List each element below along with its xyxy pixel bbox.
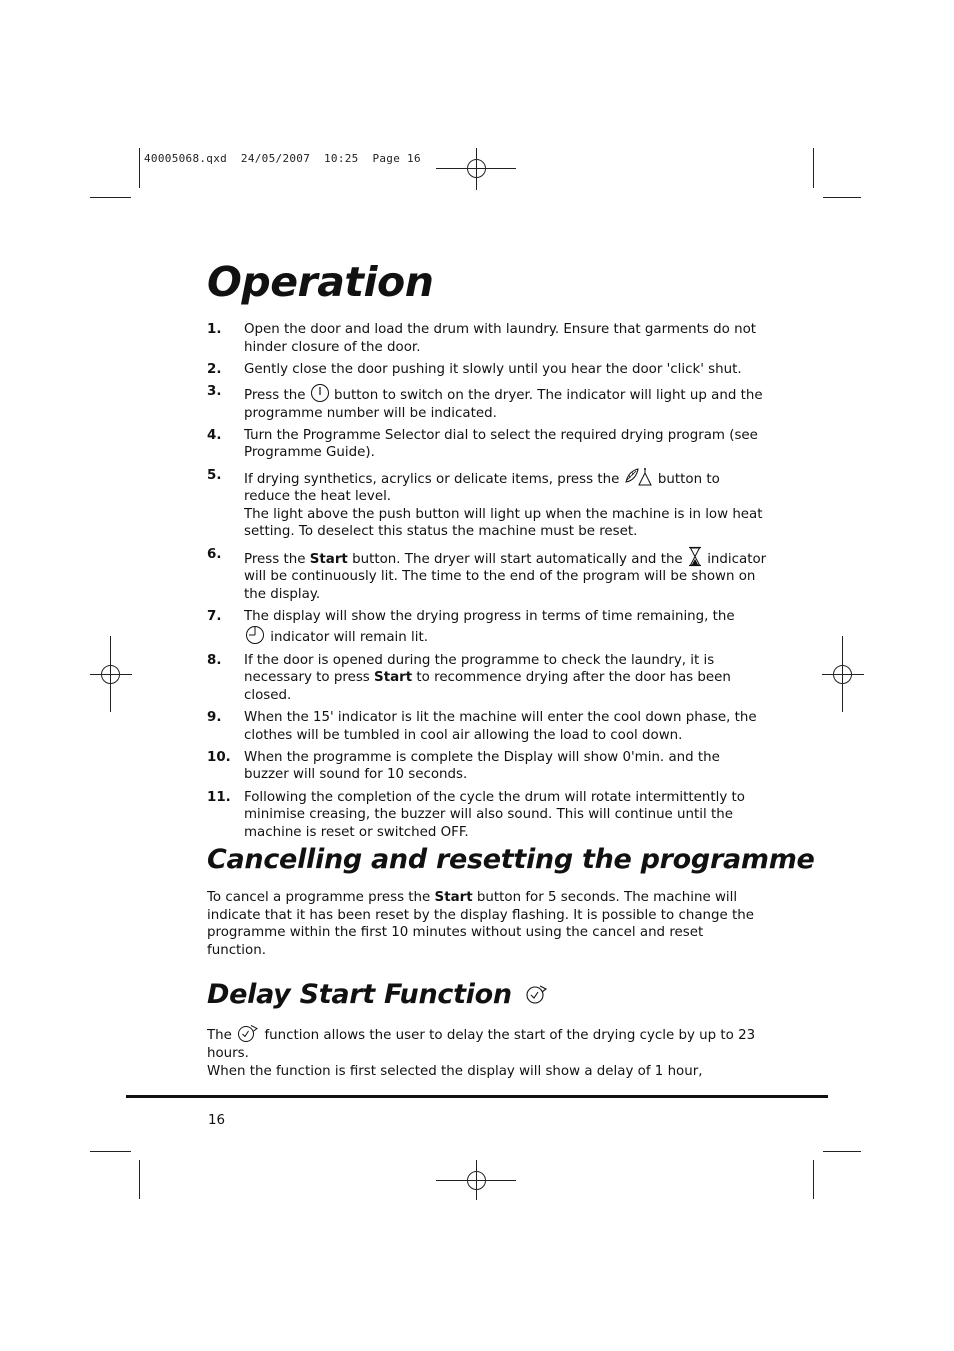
footer-rule: [126, 1095, 828, 1098]
list-item: [207, 608, 767, 647]
crop-mark: [90, 1151, 131, 1152]
step-text: Following the completion of the cycle the drum will rotate intermittently to minimise creasing, the buzzer will also sound. This will continue until the machine is reset or switched OFF.: [244, 789, 745, 840]
paragraph-text: The: [207, 1028, 232, 1043]
step-number: 6.: [207, 546, 222, 562]
step-text: Open the door and load the drum with laundry. Ensure that garments do not hinder closure of the door.: [244, 322, 757, 355]
crop-mark: [813, 148, 814, 188]
step-number: 10.: [207, 749, 231, 765]
step-text: When the programme is complete the Display will show 0'min. and the buzzer will sound for 10 seconds.: [244, 749, 720, 783]
step-text: to recommence drying after the door has been closed.: [244, 670, 731, 703]
section-heading-cancel: Cancelling and resetting the programme: [207, 844, 815, 875]
delay-paragraph-1: [207, 1023, 763, 1062]
paragraph-text: button for 5 seconds. The machine will indicate that it has been reset by the display flashing. It is possible to change the programme within the first 10 minutes without using the cancel and reset function.: [207, 890, 754, 958]
list-item: [207, 789, 767, 842]
power-button-icon: [310, 383, 330, 403]
list-item: [207, 361, 767, 379]
operation-steps-list: [207, 321, 767, 846]
section-heading-delay: [207, 977, 549, 1013]
crop-mark: [90, 197, 131, 198]
low-heat-delicates-icon: [624, 467, 654, 487]
print-slug: 40005068.qxd 24/05/2007 10:25 Page 16: [144, 152, 421, 165]
registration-mark-top-icon: [436, 148, 516, 190]
step-number: 2.: [207, 361, 222, 377]
registration-mark-bottom-icon: [436, 1160, 516, 1200]
step-number: 7.: [207, 608, 222, 624]
list-item: [207, 546, 767, 604]
list-item: [207, 467, 767, 541]
step-text: Turn the Programme Selector dial to select the required drying program (see Programme Guide).: [244, 427, 758, 461]
crop-mark: [823, 1151, 861, 1152]
step-text: The light above the push button will light up when the machine is in low heat setting. To deselect this status the machine must be reset.: [244, 506, 763, 540]
start-button-label: Start: [374, 670, 413, 686]
step-number: 9.: [207, 710, 222, 726]
step-text: indicator will remain lit.: [270, 630, 428, 646]
step-text: indicator will be continuously lit. The time to the end of the program will be shown on the display.: [244, 551, 767, 602]
page-number: 16: [208, 1113, 226, 1128]
list-item: [207, 652, 767, 705]
registration-mark-left-icon: [90, 636, 132, 712]
step-number: 8.: [207, 652, 222, 668]
paragraph-text: function allows the user to delay the start of the drying cycle by up to 23 hours.: [207, 1028, 756, 1061]
list-item: [207, 709, 767, 744]
step-text: button. The dryer will start automatically and the: [352, 551, 683, 567]
step-text: Gently close the door pushing it slowly until you hear the door 'click' shut.: [244, 361, 742, 377]
step-text: button to switch on the dryer. The indicator will light up and the programme number will be indicated.: [244, 387, 763, 421]
step-text: If drying synthetics, acrylics or delicate items, press the: [244, 471, 620, 487]
start-button-label: Start: [309, 551, 348, 567]
hourglass-icon: [687, 546, 703, 567]
list-item: [207, 749, 767, 784]
heading-text: Delay Start Function: [207, 979, 512, 1010]
list-item: [207, 321, 767, 356]
crop-mark: [139, 148, 140, 188]
step-number: 3.: [207, 383, 222, 399]
step-text: When the 15' indicator is lit the machine will enter the cool down phase, the clothes will be tumbled in cool air allowing the load to cool down.: [244, 710, 757, 743]
delay-start-clock-icon: [525, 983, 549, 1005]
step-number: 4.: [207, 427, 222, 443]
step-text: Press the: [244, 551, 306, 567]
crop-mark: [823, 197, 861, 198]
list-item: [207, 383, 767, 422]
step-number: 11.: [207, 789, 231, 805]
delay-start-clock-icon: [236, 1023, 260, 1043]
crop-mark: [139, 1160, 140, 1199]
step-text: Press the: [244, 387, 306, 403]
step-text: The display will show the drying progress in terms of time remaining, the: [244, 608, 735, 624]
step-text: If the door is opened during the programme to check the laundry, it is necessary to press: [244, 652, 715, 686]
registration-mark-right-icon: [822, 636, 864, 712]
delay-paragraph-2: When the function is first selected the display will show a delay of 1 hour,: [207, 1064, 703, 1079]
clock-icon: [244, 625, 266, 645]
cancel-paragraph: [207, 889, 763, 959]
paragraph-text: To cancel a programme press the: [207, 890, 431, 905]
step-number: 5.: [207, 467, 222, 483]
step-number: 1.: [207, 322, 222, 337]
list-item: [207, 427, 767, 462]
start-button-label: Start: [434, 890, 473, 905]
crop-mark: [813, 1160, 814, 1199]
step-text: button to reduce the heat level.: [244, 471, 720, 505]
page-title: Operation: [207, 258, 434, 306]
